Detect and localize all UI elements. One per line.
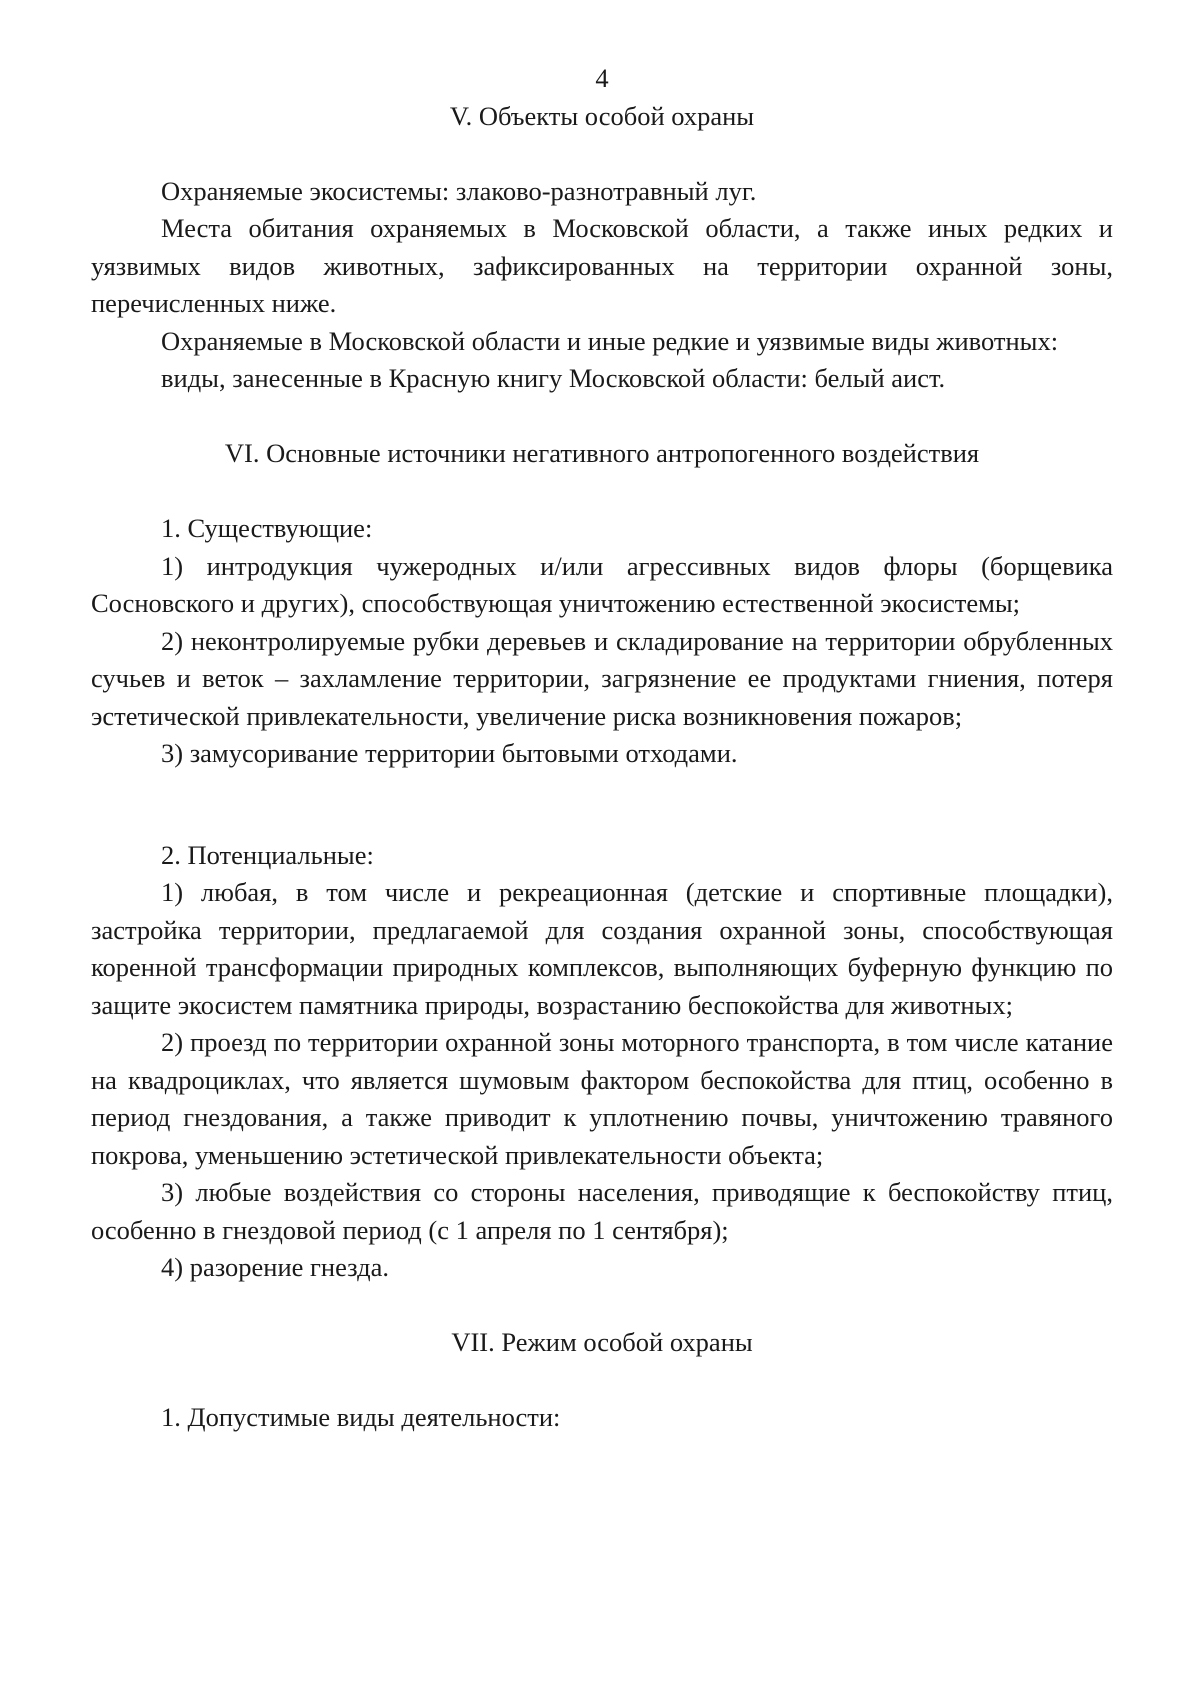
existing-item-1: 1) интродукция чужеродных и/или агрессивных видов флоры (борщевика Сосновского и других), способствующая уничтожению естественной экосистемы; (91, 550, 1113, 618)
spacer (91, 135, 1113, 173)
page-content (91, 60, 1113, 1437)
section-7-heading: VII. Режим особой охраны (451, 1327, 753, 1357)
section-5-paragraph-2: Места обитания охраняемых в Московской области, а также иных редких и уязвимых видов животных, зафиксированных на территории охранной зоны, перечисленных ниже. (91, 213, 1113, 318)
existing-item-2: 2) неконтролируемые рубки деревьев и складирование на территории обрубленных сучьев и веток – захламление территории, загрязнение ее продуктами гниения, потеря эстетической привлекательности, увеличение риска возникновения пожаров; (91, 625, 1113, 731)
spacer (91, 473, 1113, 511)
section-5-paragraph-4: виды, занесенные в Красную книгу Московской области: белый аист. (161, 363, 946, 393)
page-number: 4 (595, 63, 609, 93)
section-6-heading: VI. Основные источники негативного антропогенного воздействия (224, 438, 980, 468)
spacer (91, 1287, 1113, 1325)
permitted-activities-title: 1. Допустимые виды деятельности: (161, 1402, 561, 1432)
potential-item-4: 4) разорение гнезда. (161, 1252, 390, 1282)
section-5-paragraph-3: Охраняемые в Московской области и иные редкие и уязвимые виды животных: (161, 325, 1059, 356)
section-5-heading: V. Объекты особой охраны (449, 100, 755, 131)
spacer (91, 773, 1113, 837)
existing-sources-title: 1. Существующие: (161, 513, 373, 543)
potential-item-2: 2) проезд по территории охранной зоны моторного транспорта, в том числе катание на квадроциклах, что является шумовым фактором беспокойства для птиц, особенно в период гнездования, а также приводит к уплотнению почвы, уничтожению травяного покрова, уменьшению эстетической привлекательности объекта; (91, 1027, 1113, 1170)
section-5-paragraph-1: Охраняемые экосистемы: злаково-разнотравный луг. (161, 175, 757, 206)
existing-item-3: 3) замусоривание территории бытовыми отходами. (161, 738, 738, 768)
potential-sources-title: 2. Потенциальные: (161, 839, 374, 870)
potential-item-1: 1) любая, в том числе и рекреационная (детские и спортивные площадки), застройка территории, предлагаемой для создания охранной зоны, способствующая коренной трансформации природных комплексов, выполняющих буферную функцию по защите экосистем памятника природы, возрастанию беспокойства для животных; (91, 877, 1113, 1020)
spacer (91, 1362, 1113, 1400)
spacer (91, 398, 1113, 436)
potential-item-3: 3) любые воздействия со стороны населения, приводящие к беспокойству птиц, особенно в гнездовой период (с 1 апреля по 1 сентября); (91, 1177, 1113, 1245)
